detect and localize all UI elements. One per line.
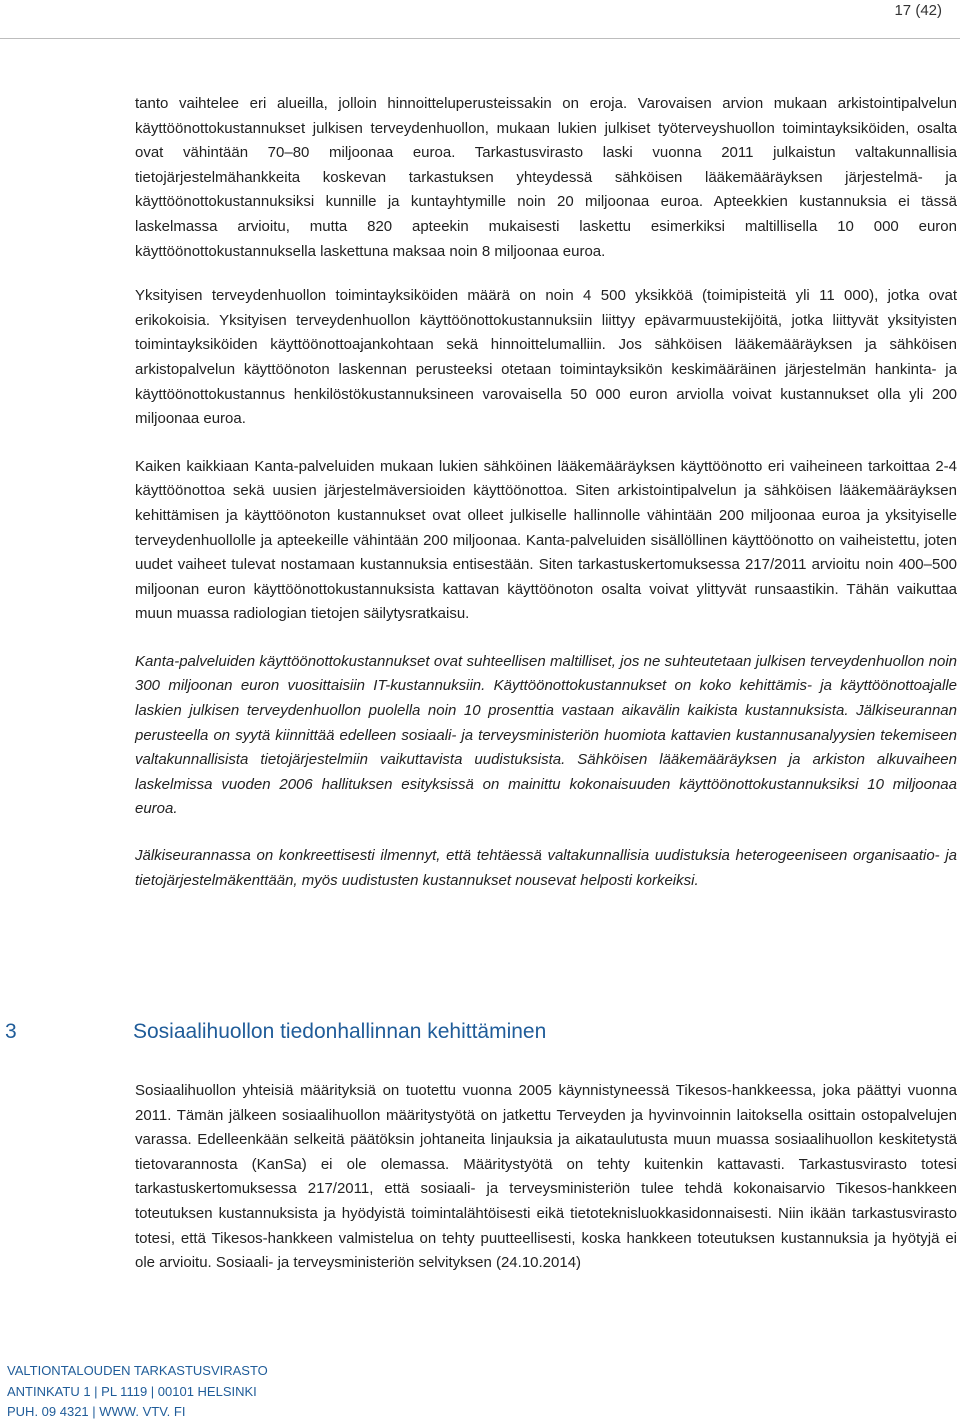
footer-contact: PUH. 09 4321 | WWW. VTV. FI xyxy=(7,1404,186,1419)
footer-organization: VALTIONTALOUDEN TARKASTUSVIRASTO xyxy=(7,1363,268,1378)
footer-address: ANTINKATU 1 | PL 1119 | 00101 HELSINKI xyxy=(7,1383,257,1399)
section-body xyxy=(135,1079,957,1276)
section-number: 3 xyxy=(5,1020,17,1043)
paragraph-conclusion-costs: Kanta-palveluiden käyttöönottokustannukset ovat suhteellisen maltilliset, jos ne suhteutetaan julkisen terveydenhuollon noin 300 miljoonan euron vuosittaisiin IT-kustannuksiin. Käyttöönottokustannukset on koko kehittämis- ja käyttöönottoajalle laskien julkisen terveydenhuollon puolella noin 10 prosenttia vastaan aikavälin kaikista kustannuksista. Jälkiseurannan perusteella on syytä kiinnittää edelleen sosiaali- ja terveysministeriön huomiota kattavien kustannusanalyysien tekemiseen valtakunnallisista tietojärjestelmiin vaikuttavista uudistuksista. Sähköisen lääkemääräyksen ja arkiston alkuvaiheen laskelmissa vuoden 2006 hallituksen esityksissä on mainittu kokonaisuuden käyttöönottokustannuksiksi 10 miljoonaa euroa. xyxy=(135,652,957,818)
footer xyxy=(7,1361,268,1423)
section-heading xyxy=(0,1016,960,1048)
header-divider xyxy=(0,38,960,39)
page-number: 17 (42) xyxy=(894,2,942,19)
paragraph-costs-pharmacies: tanto vaihtelee eri alueilla, jolloin hinnoitteluperusteissakin on eroja. Varovaisen arvion mukaan arkistointipalvelun käyttöönottokustannukset julkisen terveydenhuollon, mukaan lukien julkiset työterveyshuollon toimintayksiköiden, osalta ovat vähintään 70–80 miljoonaa euroa. Tarkastusvirasto laski vuonna 2011 julkaistun valtakunnallisia tietojärjestelmähankkeita koskevan tarkastuksen yhteydessä sähköisen lääkemääräyksen järjestelmä- ja käyttöönottokustannuksiksi kunnille ja kuntayhtymille noin 20 miljoonaa euroa. Apteekkien kustannuksia ei tässä laskelmassa arvioitu, mutta 820 apteekin mukaisesti laskettu esimerkiksi maltillisella 10 000 euron käyttöönottokustannuksella laskettuna maksaa noin 8 miljoonaa euroa. xyxy=(135,95,957,260)
paragraph-private-healthcare: Yksityisen terveydenhuollon toimintayksiköiden määrä on noin 4 500 yksikköä (toimipisteitä yli 11 000), jotka ovat erikokoisia. Yksityisen terveydenhuollon käyttöönottokustannuksiin liittyy epävarmuustekijöitä, jotka liittyvät yksityisten toimintayksiköiden käyttöönottoajankohtaan sekä hinnoittelumalliin. Jos sähköisen lääkemääräyksen ja sähköisen arkistopalvelun käyttöönoton laskennan perusteeksi otetaan toimintayksikön keskimääräinen järjestelmän hankinta- ja käyttöönottokustannus henkilöstökustannuksineen varovaisella 50 000 euron arviolla voivat kustannukset olla yli 200 miljoonaa euroa. xyxy=(135,287,957,428)
body-text xyxy=(135,92,957,893)
paragraph-kanta-total: Kaiken kaikkiaan Kanta-palveluiden mukaan lukien sähköinen lääkemääräyksen käyttöönotto eri vaiheineen tarkoittaa 2-4 käyttöönottoa sekä uusien järjestelmäversioiden käyttöönottoa. Siten arkistointipalvelun ja sähköisen lääkemääräyksen kehittämisen ja käyttöönoton kustannukset ovat olleet julkiselle hallinnolle vähintään 200 miljoonaa euroa ja yksityiselle terveydenhuollolle ja apteekeille vähintään 200 miljoonaa. Kanta-palveluiden sisällöllinen käyttöönotto on vaiheistettu, joten uudet vaiheet tulevat nostamaan kustannuksia entisestään. Siten tarkastuskertomuksessa 217/2011 arvioitu noin 400–500 miljoonan euron käyttöönottokustannuksista kattavan käyttöönoton osalta voivat ylittyvät runsaastikin. Tähän vaikuttaa muun muassa radiologian tietojen säilytysratkaisu. xyxy=(135,457,957,623)
section-title: Sosiaalihuollon tiedonhallinnan kehittäminen xyxy=(133,1020,547,1043)
paragraph-conclusion-heterogeneous: Jälkiseurannassa on konkreettisesti ilmennyt, että tehtäessä valtakunnallisia uudistuksia heterogeeniseen organisaatio- ja tietojärjestelmäkenttään, myös uudistusten kustannukset nousevat helposti korkeiksi. xyxy=(135,847,957,889)
paragraph-social-care: Sosiaalihuollon yhteisiä määrityksiä on tuotettu vuonna 2005 käynnistyneessä Tikesos-hankkeessa, joka päättyi vuonna 2011. Tämän jälkeen sosiaalihuollon määritystyötä on jatkettu Terveyden ja hyvinvoinnin laitoksella osittain ostopalvelujen varassa. Edelleenkään selkeitä päätöksin johtaneita linjauksia ja aikataulutusta muun muassa sosiaalihuollon keskitetystä tietovarannosta (KanSa) ei ole olemassa. Määritystyötä on tehty kuitenkin kattavasti. Tarkastusvirasto totesi tarkastuskertomuksessa 217/2011, että sosiaali- ja terveysministeriön tulee tehdä kokonaisarvio Tikesos-hankkeen toteutuksen kustannuksista ja hyödyistä toimintalähtöisesti eikä tietoteknisluokkasidonnaisesti. Niin ikään tarkastusvirasto totesi, että Tikesos-hankkeen valmistelua on tehty puutteellisesti, koska hankkeen toteutuksen kustannuksia ja hyötyjä ei ole arvioitu. Sosiaali- ja terveysministeriön selvityksen (24.10.2014) xyxy=(135,1082,957,1272)
